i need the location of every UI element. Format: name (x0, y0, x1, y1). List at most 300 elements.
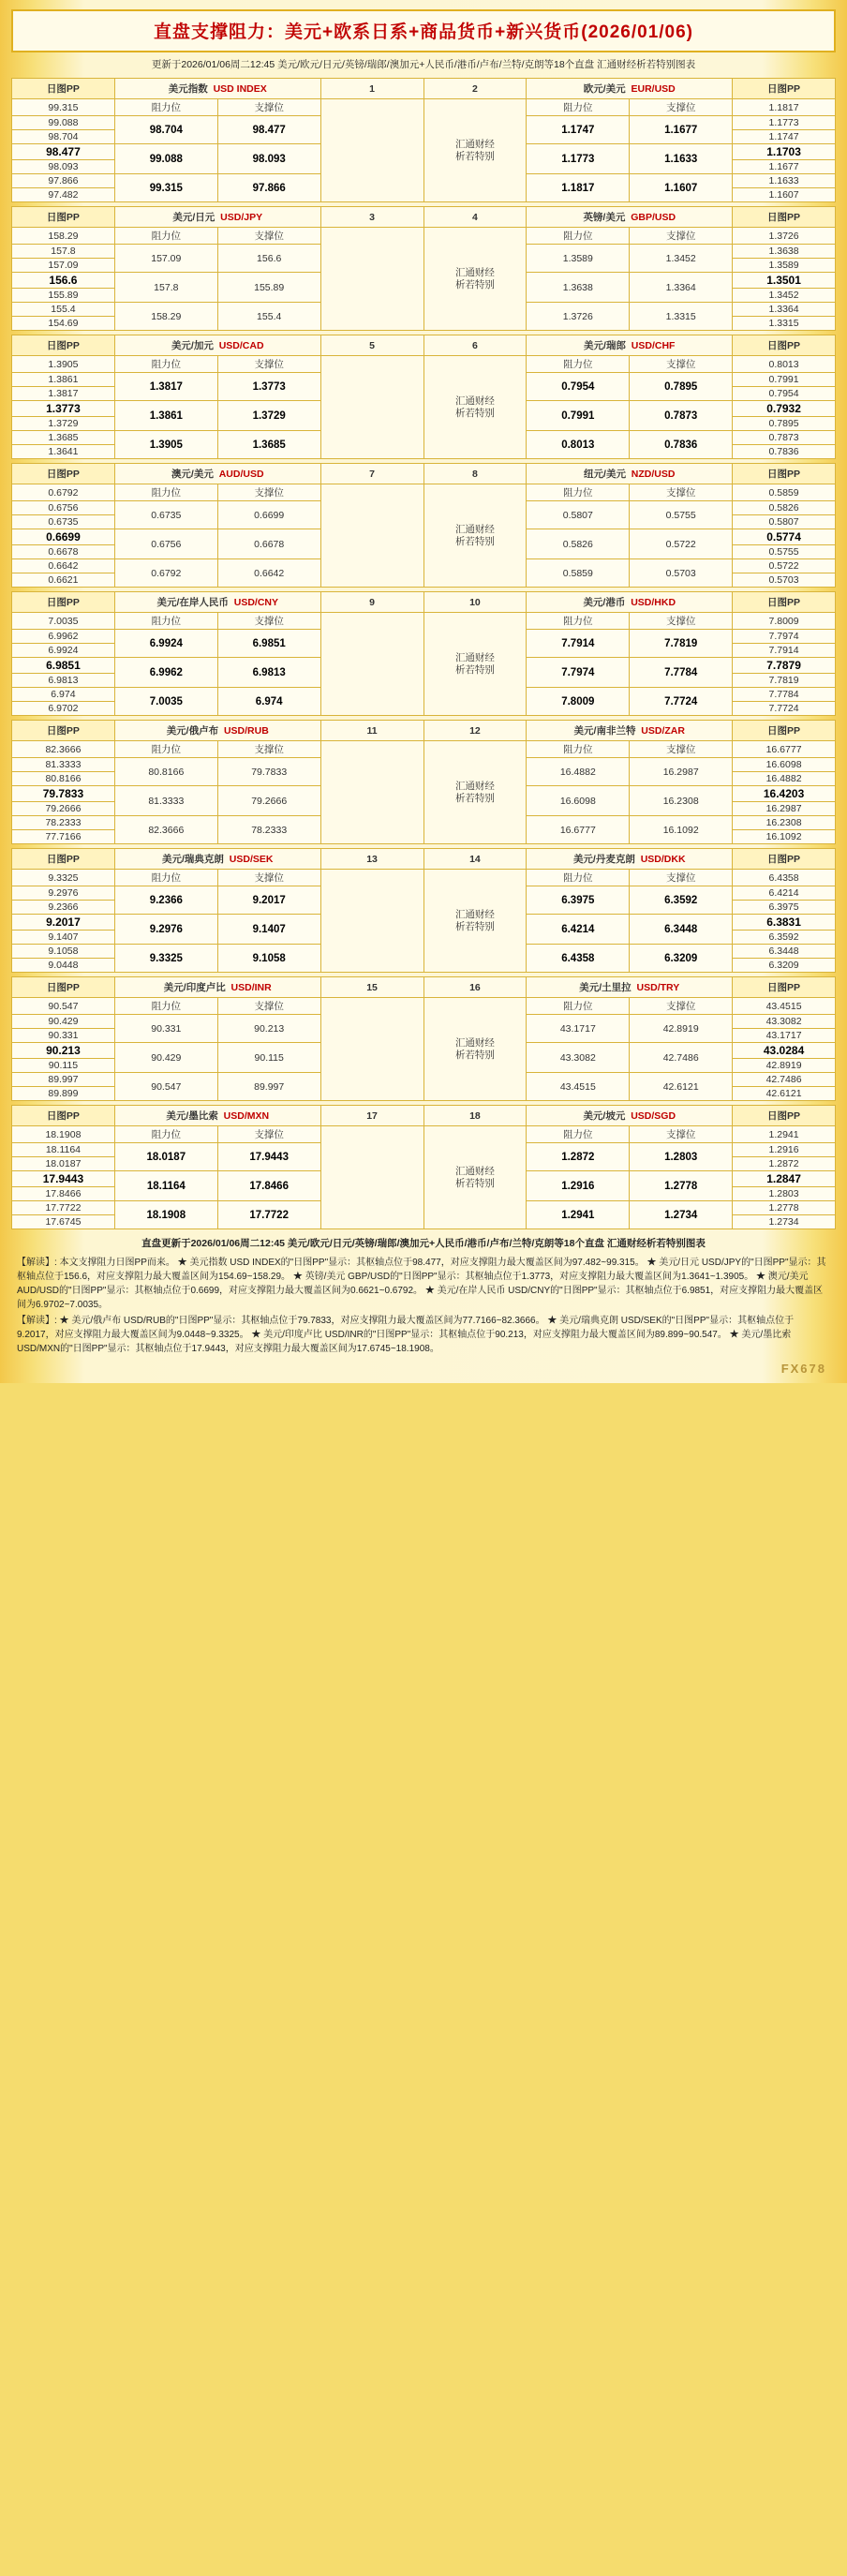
pp-value: 1.1633 (733, 174, 836, 188)
pp-value: 0.6678 (12, 545, 115, 559)
resistance-value: 1.3638 (527, 273, 630, 303)
resistance-label-right: 阻力位 (527, 484, 630, 501)
pp-value: 0.7991 (733, 373, 836, 387)
resistance-value: 1.1773 (527, 144, 630, 174)
watermark-left (320, 484, 424, 588)
resistance-value: 7.8009 (527, 688, 630, 716)
footer-updated: 直盘更新于2026/01/06周二12:45 美元/欧元/日元/英镑/瑞郎/澳加元+人民币/港币/卢布/兰特/克朗等18个直盘 汇通财经析若特别图表 (141, 1238, 706, 1250)
pp-value: 81.3333 (12, 758, 115, 772)
pair-header-right: 美元/南非兰特 USD/ZAR (527, 721, 733, 741)
support-value: 6.9851 (217, 630, 320, 658)
pp-value: 0.5703 (733, 573, 836, 588)
pair-header-left: 美元/瑞典克朗 USD/SEK (114, 849, 320, 870)
support-value: 1.1677 (630, 116, 733, 144)
pp-value: 0.5807 (733, 515, 836, 529)
resistance-value: 6.4358 (527, 945, 630, 973)
pp-value: 157.09 (12, 259, 115, 273)
support-label-left: 支撑位 (217, 741, 320, 758)
pp-value: 6.3448 (733, 945, 836, 959)
resistance-value: 0.5826 (527, 529, 630, 559)
pp-value: 16.2308 (733, 816, 836, 830)
pp-value: 89.899 (12, 1087, 115, 1101)
watermark-right: 汇通财经 析若特别 (424, 99, 527, 202)
pair-header-right: 欧元/美元 EUR/USD (527, 79, 733, 99)
pp-value: 99.088 (12, 116, 115, 130)
pp-value: 1.3315 (733, 317, 836, 331)
watermark-left (320, 613, 424, 716)
support-value: 9.2017 (217, 886, 320, 915)
pp-value: 0.7895 (733, 417, 836, 431)
pp-header-right: 日图PP (733, 79, 836, 99)
pp-value: 82.3666 (12, 741, 115, 758)
pp-value: 77.7166 (12, 830, 115, 844)
pp-value: 99.315 (12, 99, 115, 116)
pp-value: 18.0187 (12, 1157, 115, 1171)
support-value: 1.3315 (630, 303, 733, 331)
resistance-value: 18.0187 (114, 1143, 217, 1171)
pp-value: 0.7836 (733, 445, 836, 459)
block-number-right: 6 (424, 335, 527, 356)
resistance-value: 157.09 (114, 245, 217, 273)
pp-header-left: 日图PP (12, 977, 115, 998)
pp-value: 0.5826 (733, 501, 836, 515)
resistance-value: 90.429 (114, 1043, 217, 1073)
resistance-value: 16.6098 (527, 786, 630, 816)
resistance-label-right: 阻力位 (527, 870, 630, 886)
support-value: 1.3729 (217, 401, 320, 431)
pp-value: 1.1817 (733, 99, 836, 116)
pair-header-right: 美元/港币 USD/HKD (527, 592, 733, 613)
resistance-value: 90.547 (114, 1073, 217, 1101)
resistance-value: 0.7991 (527, 401, 630, 431)
pp-header-left: 日图PP (12, 335, 115, 356)
pp-header-right: 日图PP (733, 592, 836, 613)
pp-value: 98.477 (12, 144, 115, 160)
resistance-value: 16.4882 (527, 758, 630, 786)
resistance-value: 1.3726 (527, 303, 630, 331)
block-number-right: 10 (424, 592, 527, 613)
resistance-value: 7.7974 (527, 658, 630, 688)
support-label-left: 支撑位 (217, 228, 320, 245)
support-value: 90.213 (217, 1015, 320, 1043)
support-value: 42.7486 (630, 1043, 733, 1073)
pp-value: 6.3831 (733, 915, 836, 931)
pp-header-left: 日图PP (12, 207, 115, 228)
pp-value: 18.1908 (12, 1126, 115, 1143)
pp-value: 43.1717 (733, 1029, 836, 1043)
support-value: 98.477 (217, 116, 320, 144)
pp-header-left: 日图PP (12, 79, 115, 99)
pp-value: 7.7784 (733, 688, 836, 702)
watermark-left (320, 741, 424, 844)
pp-header-right: 日图PP (733, 977, 836, 998)
support-value: 156.6 (217, 245, 320, 273)
pp-value: 6.3592 (733, 931, 836, 945)
pp-value: 16.2987 (733, 802, 836, 816)
pp-value: 90.331 (12, 1029, 115, 1043)
pp-value: 0.6756 (12, 501, 115, 515)
watermark-right: 汇通财经 析若特别 (424, 741, 527, 844)
support-value: 98.093 (217, 144, 320, 174)
support-label-right: 支撑位 (630, 741, 733, 758)
pp-value: 0.6735 (12, 515, 115, 529)
currency-block (11, 463, 836, 588)
resistance-value: 6.3975 (527, 886, 630, 915)
support-value: 155.4 (217, 303, 320, 331)
block-number-right: 16 (424, 977, 527, 998)
pp-value: 6.4358 (733, 870, 836, 886)
pp-value: 1.1703 (733, 144, 836, 160)
support-value: 9.1407 (217, 915, 320, 945)
pp-value: 1.1677 (733, 160, 836, 174)
block-number-left: 3 (320, 207, 424, 228)
watermark-left (320, 998, 424, 1101)
support-label-left: 支撑位 (217, 1126, 320, 1143)
watermark-left (320, 1126, 424, 1229)
resistance-label-left: 阻力位 (114, 356, 217, 373)
support-value: 79.7833 (217, 758, 320, 786)
resistance-label-right: 阻力位 (527, 228, 630, 245)
support-value: 6.3448 (630, 915, 733, 945)
resistance-label-left: 阻力位 (114, 741, 217, 758)
pp-value: 9.0448 (12, 959, 115, 973)
pp-value: 18.1164 (12, 1143, 115, 1157)
support-value: 1.2778 (630, 1171, 733, 1201)
pp-value: 90.213 (12, 1043, 115, 1059)
pp-value: 1.2778 (733, 1201, 836, 1215)
watermark-right: 汇通财经 析若特别 (424, 613, 527, 716)
resistance-value: 98.704 (114, 116, 217, 144)
support-value: 9.1058 (217, 945, 320, 973)
watermark-right: 汇通财经 析若特别 (424, 228, 527, 331)
support-value: 17.9443 (217, 1143, 320, 1171)
pp-value: 1.1607 (733, 188, 836, 202)
subtitle: 更新于2026/01/06周二12:45 美元/欧元/日元/英镑/瑞郎/澳加元+人民币/港币/卢布/兰特/克朗等18个直盘 汇通财经析若特别图表 (151, 59, 696, 70)
pp-value: 158.29 (12, 228, 115, 245)
pp-value: 16.4882 (733, 772, 836, 786)
pp-header-left: 日图PP (12, 721, 115, 741)
block-number-right: 4 (424, 207, 527, 228)
resistance-value: 9.2366 (114, 886, 217, 915)
pair-header-right: 美元/瑞郎 USD/CHF (527, 335, 733, 356)
pair-header-right: 英镑/美元 GBP/USD (527, 207, 733, 228)
resistance-value: 0.6735 (114, 501, 217, 529)
watermark-right: 汇通财经 析若特别 (424, 356, 527, 459)
resistance-value: 16.6777 (527, 816, 630, 844)
resistance-value: 0.5807 (527, 501, 630, 529)
pp-value: 0.6621 (12, 573, 115, 588)
support-value: 79.2666 (217, 786, 320, 816)
resistance-value: 82.3666 (114, 816, 217, 844)
pp-value: 1.3501 (733, 273, 836, 289)
pp-value: 98.093 (12, 160, 115, 174)
pp-value: 43.0284 (733, 1043, 836, 1059)
support-value: 1.3452 (630, 245, 733, 273)
support-value: 1.3773 (217, 373, 320, 401)
support-label-left: 支撑位 (217, 356, 320, 373)
pair-header-left: 美元/墨比索 USD/MXN (114, 1106, 320, 1126)
support-value: 16.2308 (630, 786, 733, 816)
pp-header-left: 日图PP (12, 1106, 115, 1126)
pp-value: 16.6098 (733, 758, 836, 772)
pp-value: 97.482 (12, 188, 115, 202)
pp-value: 154.69 (12, 317, 115, 331)
support-value: 17.8466 (217, 1171, 320, 1201)
watermark-right: 汇通财经 析若特别 (424, 1126, 527, 1229)
pp-value: 9.2017 (12, 915, 115, 931)
support-label-right: 支撑位 (630, 356, 733, 373)
watermark-left (320, 870, 424, 973)
support-value: 0.5722 (630, 529, 733, 559)
resistance-value: 9.2976 (114, 915, 217, 945)
pp-value: 6.974 (12, 688, 115, 702)
block-number-right: 14 (424, 849, 527, 870)
pair-header-left: 美元/日元 USD/JPY (114, 207, 320, 228)
pp-value: 7.8009 (733, 613, 836, 630)
support-value: 0.5755 (630, 501, 733, 529)
pp-value: 155.4 (12, 303, 115, 317)
pp-value: 0.5859 (733, 484, 836, 501)
pp-value: 97.866 (12, 174, 115, 188)
block-number-right: 8 (424, 464, 527, 484)
support-label-right: 支撑位 (630, 228, 733, 245)
pair-header-left: 澳元/美元 AUD/USD (114, 464, 320, 484)
support-label-right: 支撑位 (630, 1126, 733, 1143)
resistance-value: 158.29 (114, 303, 217, 331)
resistance-value: 7.7914 (527, 630, 630, 658)
pp-value: 43.3082 (733, 1015, 836, 1029)
block-number-right: 18 (424, 1106, 527, 1126)
block-number-left: 11 (320, 721, 424, 741)
pp-header-right: 日图PP (733, 721, 836, 741)
resistance-value: 0.5859 (527, 559, 630, 588)
resistance-value: 43.3082 (527, 1043, 630, 1073)
resistance-label-right: 阻力位 (527, 1126, 630, 1143)
pair-header-left: 美元/加元 USD/CAD (114, 335, 320, 356)
support-value: 7.7784 (630, 658, 733, 688)
pp-value: 6.9702 (12, 702, 115, 716)
support-value: 0.7895 (630, 373, 733, 401)
currency-block (11, 976, 836, 1101)
support-value: 97.866 (217, 174, 320, 202)
support-label-left: 支撑位 (217, 998, 320, 1015)
footer-line-1: 【解读】: 本文支撑阻力日图PP而来。 ★ 美元指数 USD INDEX的"日图PP"显示：其枢轴点位于98.477，对应支撑阻力最大覆盖区间为97.482~99.315。 ★ 美元/日元 USD/JPY的"日图PP"显示：其枢轴点位于156.6，对应支撑阻力最大覆盖区间为154.69~158.29。 ★ 英镑/美元 GBP/USD的"日图PP"显示：其枢轴点位于1.3773，对应支撑阻力最大覆盖区间为1.3641~1.3905。 ★ 澳元/美元 AUD/USD的"日图PP"显示：其枢轴点位于0.6699，对应支撑阻力最大覆盖区间为0.6621~0.6792。 ★ 美元/在岸人民币 USD/CNY的"日图PP"显示：其枢轴点位于6.9851，对应支撑阻力最大覆盖区间为6.9702~7.0035。 (17, 1257, 826, 1310)
pair-header-left: 美元/印度卢比 USD/INR (114, 977, 320, 998)
resistance-value: 6.4214 (527, 915, 630, 945)
pp-value: 6.9962 (12, 630, 115, 644)
pp-value: 1.3364 (733, 303, 836, 317)
pp-value: 16.1092 (733, 830, 836, 844)
resistance-value: 6.9924 (114, 630, 217, 658)
resistance-value: 1.2941 (527, 1201, 630, 1229)
block-number-left: 7 (320, 464, 424, 484)
resistance-value: 80.8166 (114, 758, 217, 786)
support-value: 6.974 (217, 688, 320, 716)
resistance-value: 9.3325 (114, 945, 217, 973)
resistance-value: 0.7954 (527, 373, 630, 401)
resistance-value: 6.9962 (114, 658, 217, 688)
pp-value: 7.7914 (733, 644, 836, 658)
resistance-value: 1.2872 (527, 1143, 630, 1171)
pp-value: 0.7932 (733, 401, 836, 417)
watermark-right: 汇通财经 析若特别 (424, 998, 527, 1101)
resistance-label-right: 阻力位 (527, 613, 630, 630)
pair-header-right: 纽元/美元 NZD/USD (527, 464, 733, 484)
pair-header-right: 美元/土里拉 USD/TRY (527, 977, 733, 998)
support-value: 6.3209 (630, 945, 733, 973)
pp-value: 0.7954 (733, 387, 836, 401)
block-number-left: 9 (320, 592, 424, 613)
resistance-label-right: 阻力位 (527, 741, 630, 758)
block-number-right: 2 (424, 79, 527, 99)
resistance-value: 43.1717 (527, 1015, 630, 1043)
support-label-right: 支撑位 (630, 870, 733, 886)
watermark-left (320, 99, 424, 202)
pp-value: 1.3773 (12, 401, 115, 417)
resistance-label-right: 阻力位 (527, 99, 630, 116)
pp-value: 1.3638 (733, 245, 836, 259)
block-number-left: 17 (320, 1106, 424, 1126)
resistance-value: 99.088 (114, 144, 217, 174)
pair-header-right: 美元/坡元 USD/SGD (527, 1106, 733, 1126)
pp-value: 79.7833 (12, 786, 115, 802)
block-number-left: 13 (320, 849, 424, 870)
pp-value: 7.7819 (733, 674, 836, 688)
pp-value: 0.5774 (733, 529, 836, 545)
pp-value: 7.7879 (733, 658, 836, 674)
pair-header-right: 美元/丹麦克朗 USD/DKK (527, 849, 733, 870)
pp-header-right: 日图PP (733, 335, 836, 356)
resistance-value: 157.8 (114, 273, 217, 303)
pp-value: 1.2734 (733, 1215, 836, 1229)
currency-block (11, 1105, 836, 1229)
page-title: 直盘支撑阻力：美元+欧系日系+商品货币+新兴货币(2026/01/06) (153, 22, 694, 42)
support-label-left: 支撑位 (217, 613, 320, 630)
support-value: 42.6121 (630, 1073, 733, 1101)
support-value: 0.7836 (630, 431, 733, 459)
resistance-label-left: 阻力位 (114, 99, 217, 116)
pp-value: 1.1773 (733, 116, 836, 130)
pp-value: 1.2916 (733, 1143, 836, 1157)
pp-value: 78.2333 (12, 816, 115, 830)
pp-value: 1.3817 (12, 387, 115, 401)
support-value: 6.3592 (630, 886, 733, 915)
support-label-right: 支撑位 (630, 998, 733, 1015)
currency-block (11, 78, 836, 202)
pp-header-left: 日图PP (12, 592, 115, 613)
watermark-left (320, 228, 424, 331)
watermark-right: 汇通财经 析若特别 (424, 484, 527, 588)
pp-value: 6.9851 (12, 658, 115, 674)
pp-value: 1.1747 (733, 130, 836, 144)
resistance-value: 99.315 (114, 174, 217, 202)
resistance-value: 1.3861 (114, 401, 217, 431)
pp-value: 0.5722 (733, 559, 836, 573)
support-label-left: 支撑位 (217, 870, 320, 886)
pp-value: 0.6642 (12, 559, 115, 573)
support-value: 0.6699 (217, 501, 320, 529)
pp-value: 0.6699 (12, 529, 115, 545)
resistance-label-right: 阻力位 (527, 998, 630, 1015)
resistance-label-left: 阻力位 (114, 613, 217, 630)
pp-value: 156.6 (12, 273, 115, 289)
support-label-right: 支撑位 (630, 99, 733, 116)
blocks-container (11, 78, 836, 1229)
resistance-label-left: 阻力位 (114, 228, 217, 245)
pp-value: 0.6792 (12, 484, 115, 501)
pp-value: 0.8013 (733, 356, 836, 373)
pp-value: 90.115 (12, 1059, 115, 1073)
pp-header-right: 日图PP (733, 1106, 836, 1126)
footer-line-2: 【解读】: ★ 美元/俄卢布 USD/RUB的"日图PP"显示：其枢轴点位于79.7833，对应支撑阻力最大覆盖区间为77.7166~82.3666。 ★ 美元/瑞典克朗 USD/SEK的"日图PP"显示：其枢轴点位于9.2017，对应支撑阻力最大覆盖区间为9.0448~9.3325。 ★ 美元/印度卢比 USD/INR的"日图PP"显示：其枢轴点位于90.213，对应支撑阻力最大覆盖区间为89.899~90.547。 ★ 美元/墨比索 USD/MXN的"日图PP"显示：其枢轴点位于17.9443，对应支撑阻力最大覆盖区间为17.6745~18.1908。 (17, 1315, 795, 1354)
resistance-value: 7.0035 (114, 688, 217, 716)
pp-value: 80.8166 (12, 772, 115, 786)
pp-value: 1.2941 (733, 1126, 836, 1143)
pp-value: 1.3861 (12, 373, 115, 387)
pp-value: 79.2666 (12, 802, 115, 816)
resistance-value: 18.1164 (114, 1171, 217, 1201)
support-value: 1.1607 (630, 174, 733, 202)
resistance-label-left: 阻力位 (114, 870, 217, 886)
support-value: 1.2803 (630, 1143, 733, 1171)
pair-header-left: 美元指数 USD INDEX (114, 79, 320, 99)
currency-block (11, 720, 836, 844)
support-label-right: 支撑位 (630, 613, 733, 630)
pp-header-right: 日图PP (733, 464, 836, 484)
watermark-left (320, 356, 424, 459)
block-number-left: 5 (320, 335, 424, 356)
support-value: 16.1092 (630, 816, 733, 844)
pp-value: 17.9443 (12, 1171, 115, 1187)
pp-value: 9.2366 (12, 901, 115, 915)
pair-header-left: 美元/在岸人民币 USD/CNY (114, 592, 320, 613)
support-value: 1.3364 (630, 273, 733, 303)
support-value: 1.2734 (630, 1201, 733, 1229)
resistance-label-left: 阻力位 (114, 484, 217, 501)
pp-value: 7.0035 (12, 613, 115, 630)
pp-header-right: 日图PP (733, 849, 836, 870)
resistance-value: 0.8013 (527, 431, 630, 459)
title-bar (11, 9, 836, 52)
pp-value: 16.6777 (733, 741, 836, 758)
resistance-value: 18.1908 (114, 1201, 217, 1229)
pp-value: 1.3685 (12, 431, 115, 445)
pp-value: 1.2847 (733, 1171, 836, 1187)
support-value: 0.6678 (217, 529, 320, 559)
pp-value: 7.7724 (733, 702, 836, 716)
pp-value: 9.1407 (12, 931, 115, 945)
resistance-label-left: 阻力位 (114, 1126, 217, 1143)
pp-value: 1.3452 (733, 289, 836, 303)
resistance-value: 43.4515 (527, 1073, 630, 1101)
support-value: 90.115 (217, 1043, 320, 1073)
pp-value: 6.3975 (733, 901, 836, 915)
currency-block (11, 335, 836, 459)
brand-logo: FX678 (780, 1361, 826, 1376)
pp-value: 42.8919 (733, 1059, 836, 1073)
pp-value: 0.7873 (733, 431, 836, 445)
pp-value: 1.3905 (12, 356, 115, 373)
resistance-value: 1.1747 (527, 116, 630, 144)
pp-value: 9.1058 (12, 945, 115, 959)
pp-value: 6.9924 (12, 644, 115, 658)
pp-value: 9.2976 (12, 886, 115, 901)
resistance-value: 1.2916 (527, 1171, 630, 1201)
support-label-left: 支撑位 (217, 99, 320, 116)
block-number-left: 1 (320, 79, 424, 99)
currency-block (11, 848, 836, 973)
footer-notes (11, 1233, 836, 1360)
